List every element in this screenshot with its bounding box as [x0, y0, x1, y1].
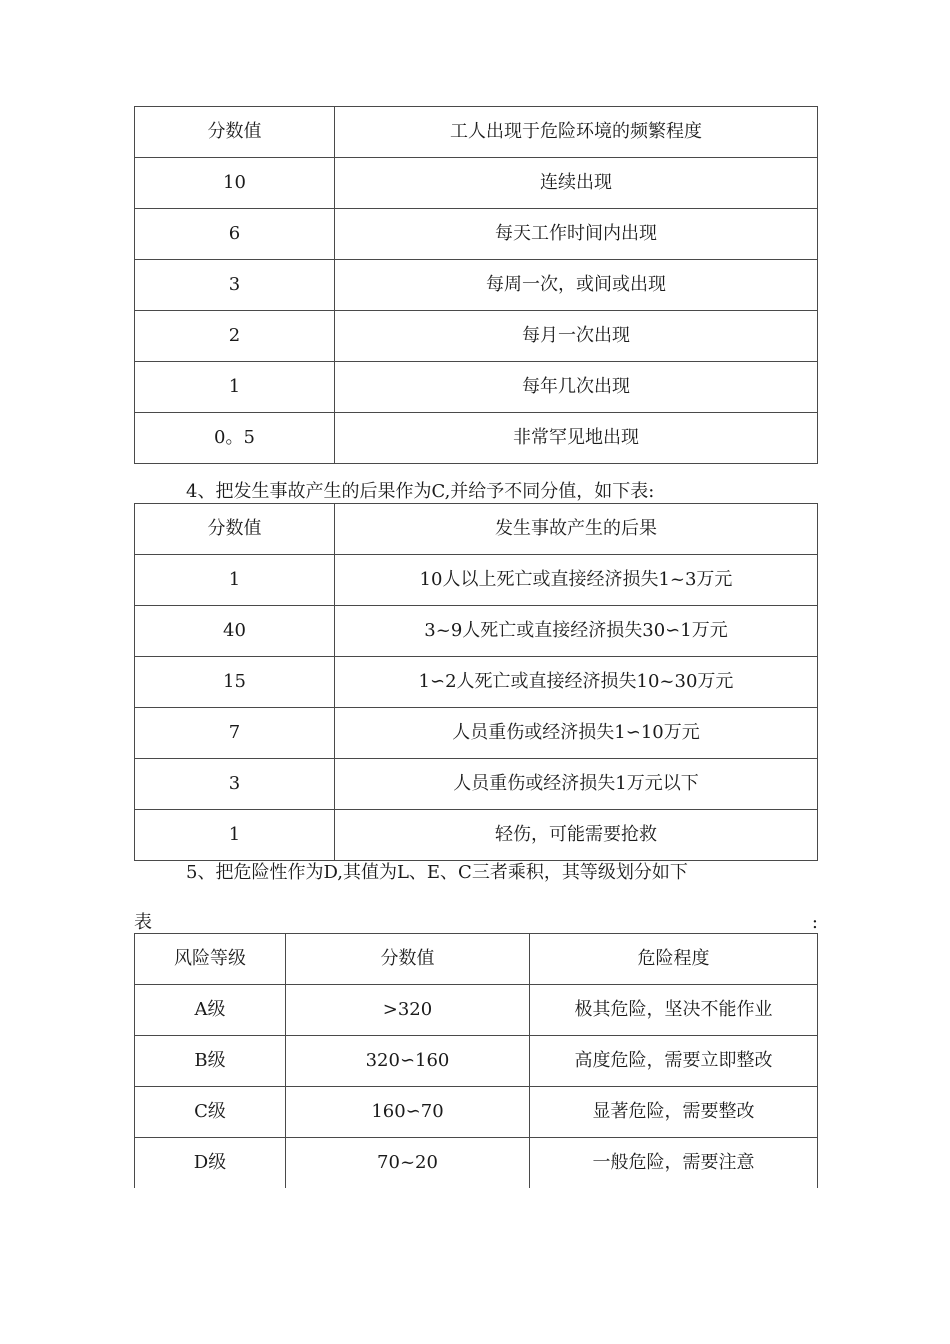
table-row	[135, 810, 818, 861]
table-row	[135, 555, 818, 606]
cell-score: 10	[135, 158, 335, 209]
continuation-text: 表	[134, 912, 152, 933]
table-row	[135, 657, 818, 708]
cell-description: 10人以上死亡或直接经济损失1~3万元	[335, 555, 818, 606]
header-frequency: 工人出现于危险环境的频繁程度	[335, 107, 818, 158]
table-header-row	[135, 107, 818, 158]
cell-danger-degree: 极其危险，坚决不能作业	[530, 985, 818, 1036]
cell-danger-degree: 高度危险，需要立即整改	[530, 1036, 818, 1087]
cell-description: 连续出现	[335, 158, 818, 209]
table-header-row	[135, 934, 818, 985]
cell-score: 1	[135, 362, 335, 413]
cell-risk-level: A级	[135, 985, 286, 1036]
cell-score: 320∽160	[286, 1036, 530, 1087]
table-row	[135, 708, 818, 759]
cell-score: 160∽70	[286, 1087, 530, 1138]
exposure-frequency-table	[134, 106, 818, 464]
continuation-colon: :	[811, 912, 818, 933]
consequence-table	[134, 503, 818, 861]
cell-description: 1∽2人死亡或直接经济损失10~30万元	[335, 657, 818, 708]
table-row	[135, 209, 818, 260]
table-row	[135, 260, 818, 311]
cell-description: 每天工作时间内出现	[335, 209, 818, 260]
cell-danger-degree: 一般危险，需要注意	[530, 1138, 818, 1189]
risk-level-table	[134, 933, 818, 1188]
header-risk-level: 风险等级	[135, 934, 286, 985]
cell-score: 1	[135, 555, 335, 606]
cell-description: 每月一次出现	[335, 311, 818, 362]
cell-score: 6	[135, 209, 335, 260]
cell-description: 轻伤，可能需要抢救	[335, 810, 818, 861]
table-row	[135, 311, 818, 362]
cell-score: 3	[135, 759, 335, 810]
table-row	[135, 1087, 818, 1138]
table-row	[135, 158, 818, 209]
cell-risk-level: C级	[135, 1087, 286, 1138]
cell-danger-degree: 显著危险，需要整改	[530, 1087, 818, 1138]
header-score: 分数值	[135, 107, 335, 158]
cell-description: 非常罕见地出现	[335, 413, 818, 464]
cell-score: 2	[135, 311, 335, 362]
cell-score: 15	[135, 657, 335, 708]
cell-score: 1	[135, 810, 335, 861]
table-row	[135, 606, 818, 657]
table-row	[135, 413, 818, 464]
cell-score: 7	[135, 708, 335, 759]
table-header-row	[135, 504, 818, 555]
paragraph-item-5: 5、把危险性作为D,其值为L、E、C三者乘积，其等级划分如下	[186, 862, 688, 883]
cell-score: 70~20	[286, 1138, 530, 1189]
header-danger-degree: 危险程度	[530, 934, 818, 985]
paragraph-item-5-continuation	[134, 911, 818, 935]
cell-description: 每周一次，或间或出现	[335, 260, 818, 311]
header-score: 分数值	[135, 504, 335, 555]
cell-score: >320	[286, 985, 530, 1036]
header-consequence: 发生事故产生的后果	[335, 504, 818, 555]
paragraph-item-4: 4、把发生事故产生的后果作为C,并给予不同分值，如下表:	[186, 481, 655, 502]
header-score: 分数值	[286, 934, 530, 985]
cell-score: 0。5	[135, 413, 335, 464]
cell-score: 3	[135, 260, 335, 311]
table-row	[135, 1138, 818, 1189]
cell-score: 40	[135, 606, 335, 657]
cell-description: 3~9人死亡或直接经济损失30∽1万元	[335, 606, 818, 657]
cell-description: 人员重伤或经济损失1万元以下	[335, 759, 818, 810]
table-row	[135, 985, 818, 1036]
cell-risk-level: D级	[135, 1138, 286, 1189]
table-row	[135, 759, 818, 810]
table-row	[135, 1036, 818, 1087]
cell-description: 人员重伤或经济损失1∽10万元	[335, 708, 818, 759]
table-row	[135, 362, 818, 413]
cell-description: 每年几次出现	[335, 362, 818, 413]
cell-risk-level: B级	[135, 1036, 286, 1087]
